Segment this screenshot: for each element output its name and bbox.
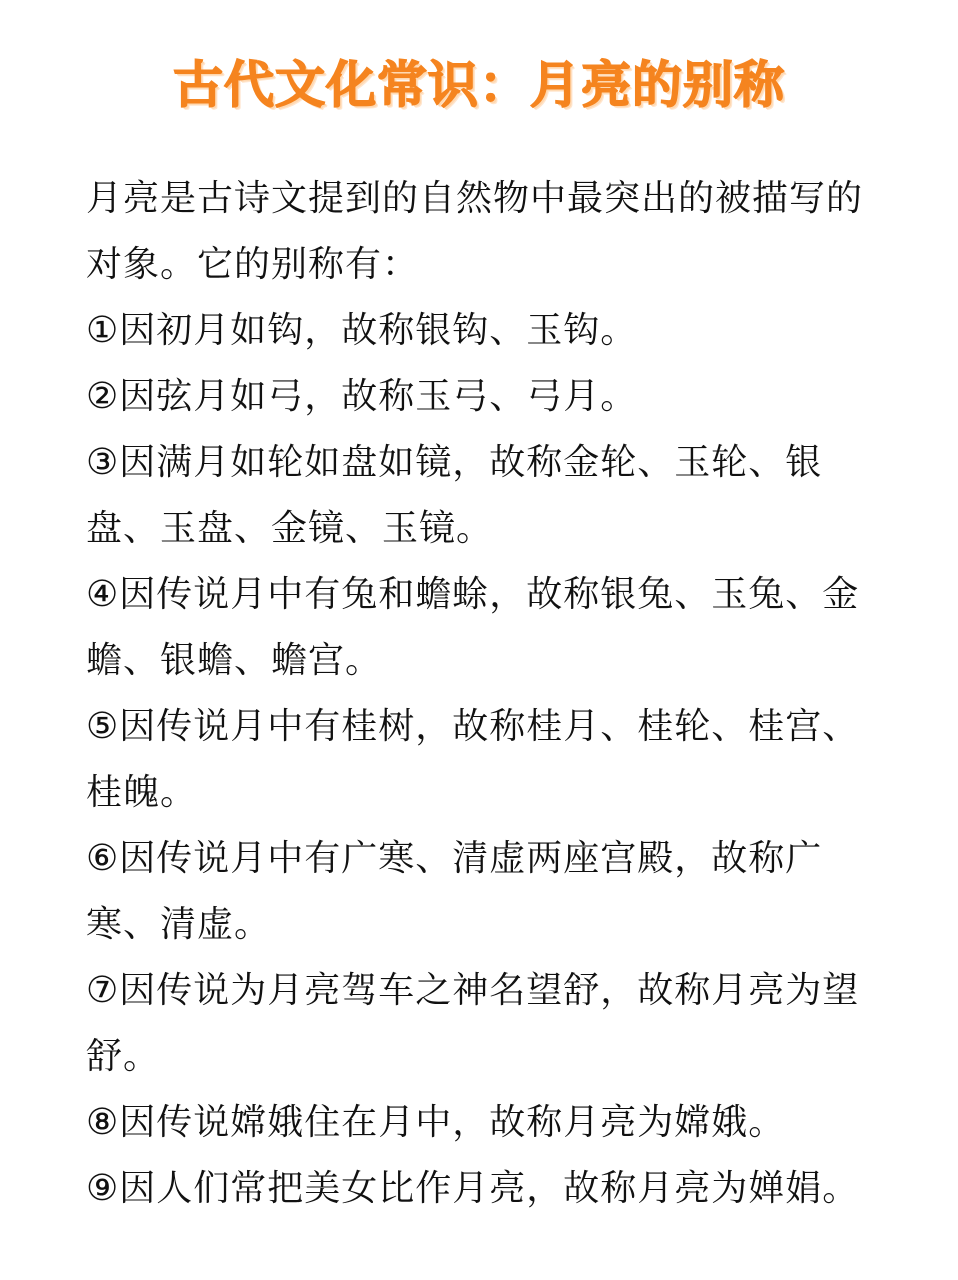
list-item: ⑨因人们常把美女比作月亮，故称月亮为婵娟。 bbox=[86, 1168, 860, 1209]
list-item: ①因初月如钩，故称银钩、玉钩。 bbox=[86, 310, 638, 351]
list-item: ⑤因传说月中有桂树，故称桂月、桂轮、桂宫、桂魄。 bbox=[86, 706, 860, 813]
page-title: 古代文化常识：月亮的别称 bbox=[173, 56, 785, 114]
list-item: ②因弦月如弓，故称玉弓、弓月。 bbox=[86, 376, 638, 417]
list-item: ③因满月如轮如盘如镜，故称金轮、玉轮、银盘、玉盘、金镜、玉镜。 bbox=[86, 442, 823, 549]
article-body bbox=[86, 166, 886, 1222]
list-item: ⑧因传说嫦娥住在月中，故称月亮为嫦娥。 bbox=[86, 1102, 786, 1143]
list-item: ④因传说月中有兔和蟾蜍，故称银兔、玉兔、金蟾、银蟾、蟾宫。 bbox=[86, 574, 860, 681]
intro-paragraph: 月亮是古诗文提到的自然物中最突出的被描写的对象。它的别称有： bbox=[86, 178, 864, 285]
list-item: ⑦因传说为月亮驾车之神名望舒，故称月亮为望舒。 bbox=[86, 970, 860, 1077]
list-item: ⑥因传说月中有广寒、清虚两座宫殿，故称广寒、清虚。 bbox=[86, 838, 823, 945]
